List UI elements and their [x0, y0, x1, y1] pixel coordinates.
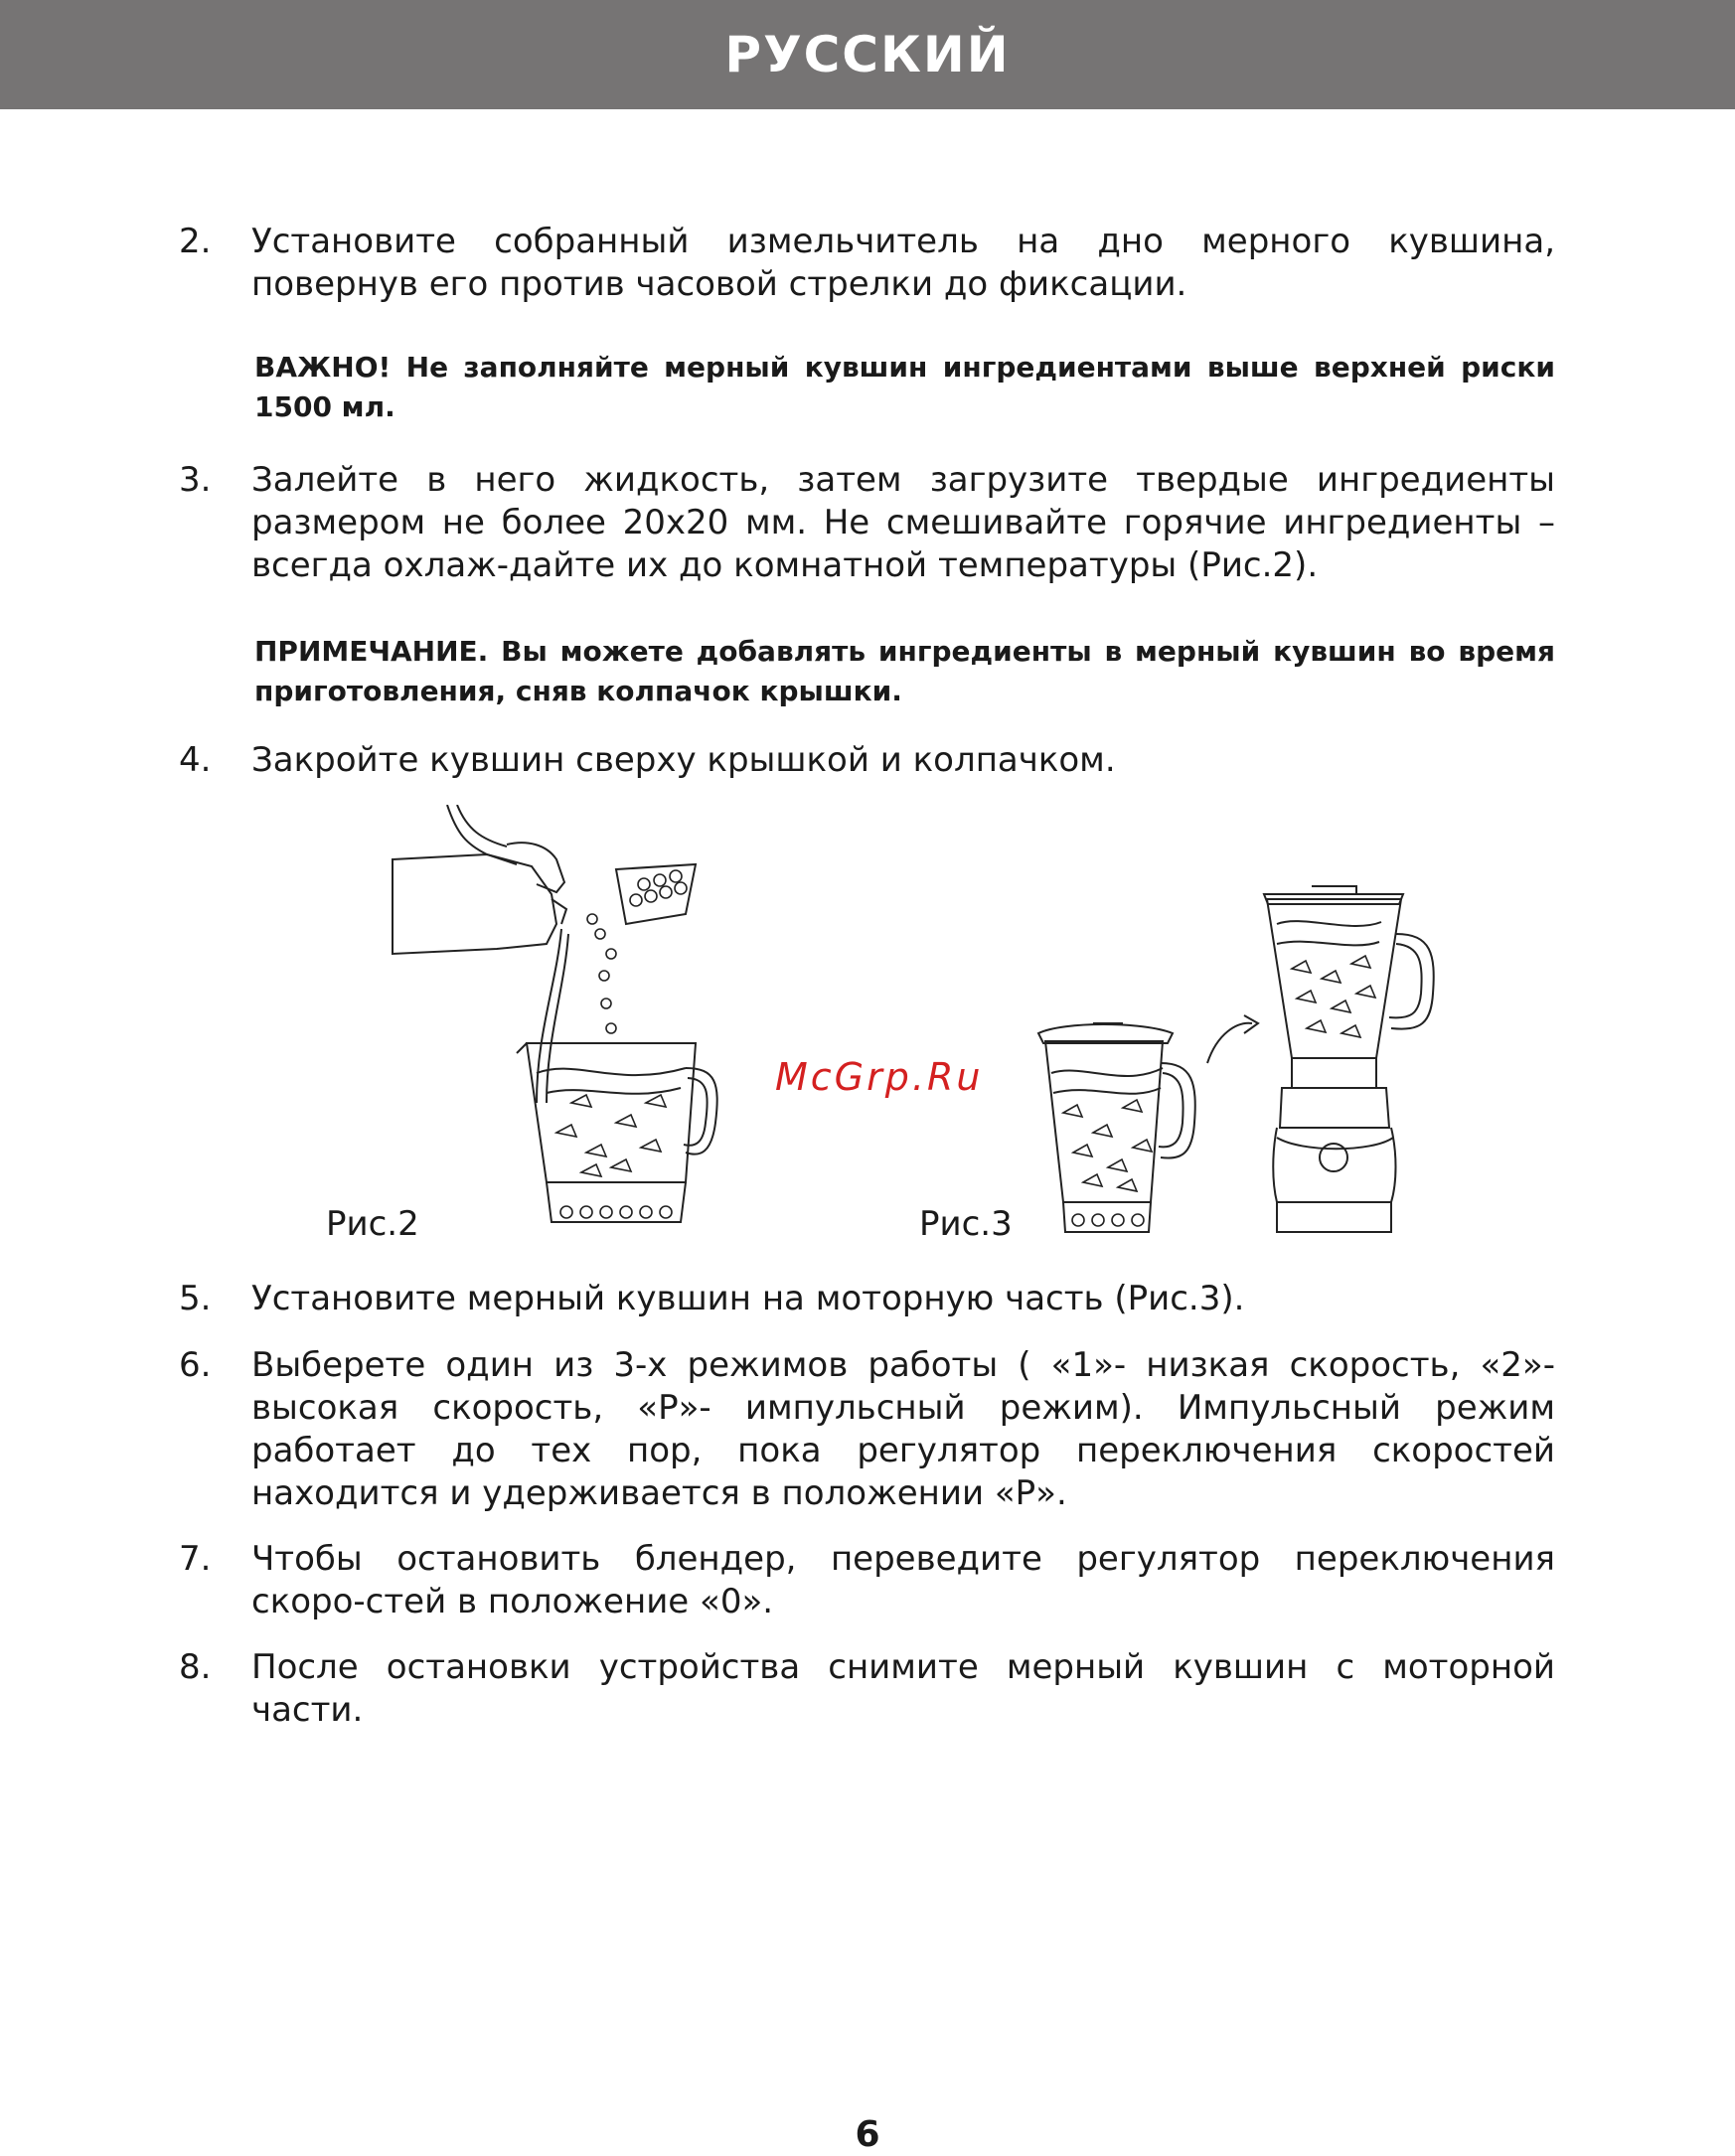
- header-title: РУССКИЙ: [724, 26, 1011, 83]
- step-text: Выберете один из 3-х режимов работы ( «1»- низкая скорость, «2»- высокая скорость, «P»- импульсный режим). Импульсный режим работает до тех пор, пока регулятор переключения скоростей находится и удерживается в положении «P».: [251, 1345, 1555, 1513]
- figure-3-illustration: [1033, 884, 1451, 1242]
- step-text: Залейте в него жидкость, затем загрузите твердые ингредиенты размером не более 20х20 мм. Не смешивайте горячие ингредиенты – всегда охлаж-дайте их до комнатной температуры (Рис.2).: [251, 460, 1555, 585]
- watermark-text: McGrp.Ru: [775, 1055, 984, 1099]
- figure-2-caption: Рис.2: [326, 1204, 419, 1244]
- language-header: [0, 0, 1735, 109]
- step-number: 3.: [179, 460, 212, 500]
- figure-2-illustration: [388, 805, 725, 1242]
- step-number: 6.: [179, 1345, 212, 1385]
- step-text: Чтобы остановить блендер, переведите регулятор переключения скоро-стей в положение «0».: [251, 1539, 1555, 1621]
- step-text: Установите мерный кувшин на моторную часть (Рис.3).: [251, 1279, 1245, 1318]
- step-6: [179, 1344, 1555, 1515]
- step-text: После остановки устройства снимите мерный кувшин с моторной части.: [251, 1647, 1555, 1730]
- step-4: [179, 739, 1555, 782]
- important-note: [254, 348, 1555, 427]
- note-label: ПРИМЕЧАНИЕ.: [254, 635, 489, 668]
- step-number: 5.: [179, 1279, 212, 1318]
- step-number: 2.: [179, 222, 212, 261]
- step-8: [179, 1646, 1555, 1732]
- step-number: 4.: [179, 740, 212, 780]
- step-7: [179, 1538, 1555, 1623]
- page-number: 6: [855, 2114, 880, 2155]
- step-number: 8.: [179, 1647, 212, 1687]
- note-block: [254, 632, 1555, 711]
- important-label: ВАЖНО!: [254, 351, 392, 384]
- step-5: [179, 1278, 1555, 1320]
- important-text: Не заполняйте мерный кувшин ингредиентами выше верхней риски 1500 мл.: [254, 351, 1555, 423]
- step-3: [179, 459, 1555, 587]
- note-text: Вы можете добавлять ингредиенты в мерный кувшин во время приготовления, сняв колпачок крышки.: [254, 635, 1555, 707]
- step-text: Закройте кувшин сверху крышкой и колпачком.: [251, 740, 1116, 780]
- figure-3-caption: Рис.3: [919, 1204, 1013, 1244]
- step-2: [179, 221, 1555, 306]
- step-number: 7.: [179, 1539, 212, 1579]
- step-text: Установите собранный измельчитель на дно мерного кувшина, повернув его против часовой стрелки до фиксации.: [251, 222, 1555, 304]
